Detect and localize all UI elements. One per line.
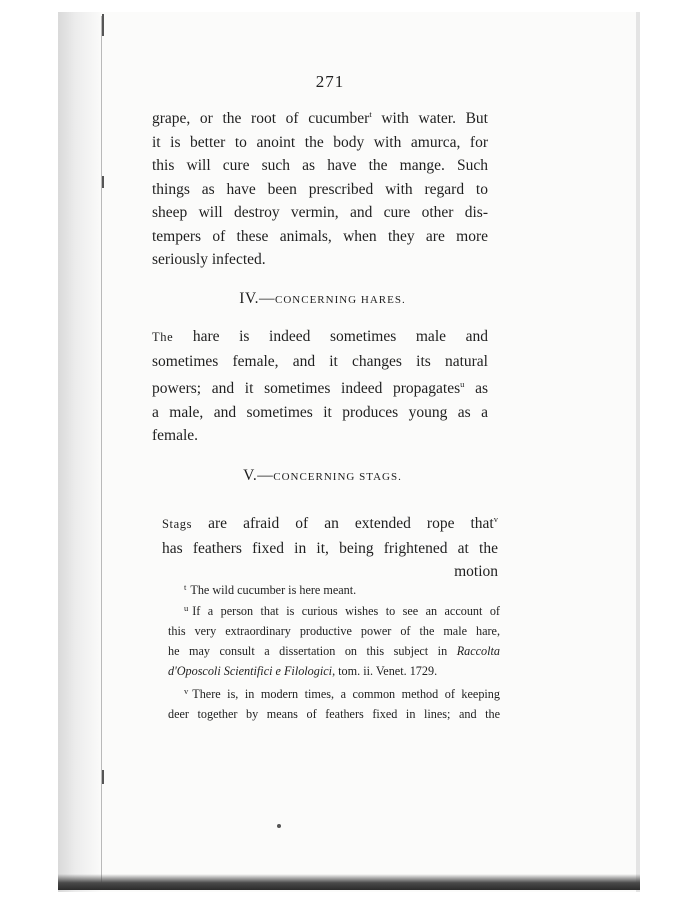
paragraph-stags bbox=[162, 508, 498, 584]
text-line: powers; and it sometimes indeed propagates$^u$ as bbox=[152, 379, 488, 397]
binding-mark bbox=[102, 176, 104, 188]
text-line: grape, or the root of cucumber$^t$ with water. But bbox=[152, 109, 488, 127]
footnote-line: $^u$ If a person that is curious wishes to see an account of bbox=[184, 603, 500, 618]
text-line: Stags are afraid of an extended rope that$^v$ bbox=[162, 514, 498, 532]
footnote-line: $^t$ The wild cucumber is here meant. bbox=[184, 582, 357, 597]
text-line: has feathers fixed in it, being frightened at the bbox=[162, 539, 498, 557]
ink-speck bbox=[277, 824, 281, 828]
text-line: female. bbox=[152, 427, 199, 444]
paragraph-hares bbox=[152, 325, 488, 448]
footnote-t bbox=[168, 577, 500, 600]
page-right-edge bbox=[636, 12, 640, 892]
text-line: seriously infected. bbox=[152, 251, 266, 268]
footnote-marker: u bbox=[184, 603, 189, 613]
text-line: it is better to anoint the body with amurca, for bbox=[152, 133, 488, 151]
page-gutter-shadow bbox=[58, 12, 102, 892]
binding-line bbox=[101, 16, 102, 886]
page-number: 271 bbox=[315, 72, 345, 91]
catchword: motion bbox=[454, 563, 498, 580]
text-line: a male, and sometimes it produces young as a bbox=[152, 403, 488, 421]
text-line: tempers of these animals, when they are more bbox=[152, 227, 488, 245]
text-line: this will cure such as have the mange. Such bbox=[152, 157, 488, 174]
section-heading-stags: V.—CONCERNING STAGS. bbox=[243, 467, 402, 484]
binding-mark bbox=[102, 14, 104, 36]
footnote-line: he may consult a dissertation on this subject in Raccolta bbox=[168, 644, 501, 658]
footnote-marker: v bbox=[184, 686, 189, 696]
scan-margin bbox=[0, 0, 58, 904]
footnote-line: this very extraordinary productive power of the male hare, bbox=[168, 624, 500, 638]
paragraph-grape bbox=[152, 103, 488, 272]
footnote-line: $^v$ There is, in modern times, a common method of keeping bbox=[184, 686, 500, 701]
section-heading-hares: IV.—CONCERNING HARES. bbox=[239, 290, 406, 307]
page-bottom-shadow bbox=[58, 874, 640, 890]
footnote-line: d'Oposcoli Scientifici e Filologici, tom. ii. Venet. 1729. bbox=[168, 664, 438, 678]
footnote-line: deer together by means of feathers fixed in lines; and the bbox=[168, 707, 500, 721]
footnote-marker: t bbox=[184, 582, 187, 592]
text-line: The hare is indeed sometimes male and bbox=[152, 328, 488, 345]
text-line: things as have been prescribed with regard to bbox=[152, 180, 488, 198]
footnote-v bbox=[168, 681, 500, 724]
footnote-u bbox=[168, 598, 500, 681]
text-line: sheep will destroy vermin, and cure other dis- bbox=[152, 204, 488, 221]
binding-mark bbox=[102, 770, 104, 784]
text-line: sometimes female, and it changes its natural bbox=[152, 352, 488, 370]
